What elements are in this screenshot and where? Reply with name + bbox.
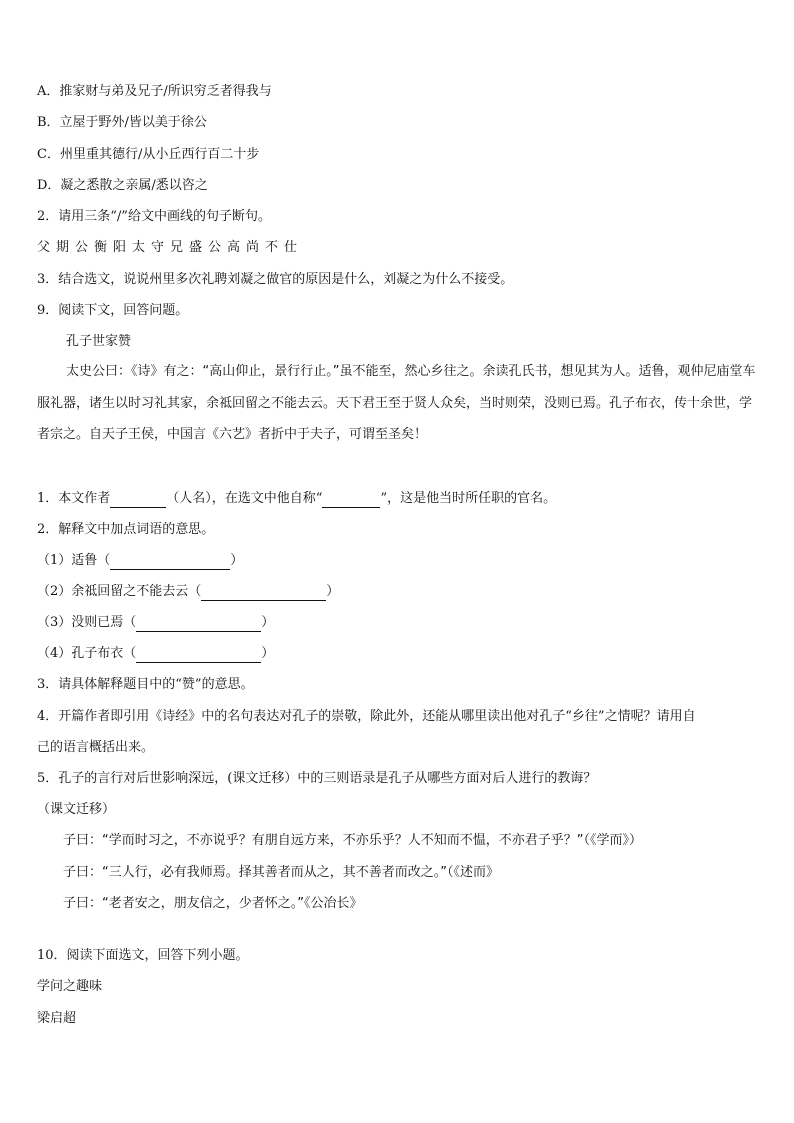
- answer-blank[interactable]: [110, 493, 166, 508]
- answer-blank[interactable]: [201, 586, 326, 601]
- question-9-intro: 9．阅读下文，回答问题。: [37, 303, 189, 318]
- question-8-2: 2．请用三条“/”给文中画线的句子断句。: [37, 209, 271, 224]
- question-9-2-item-2: （2）余祗回留之不能去云（ ）: [37, 584, 340, 599]
- transfer-label: （课文迁移）: [37, 802, 116, 817]
- quote-gong-ye-chang: 子曰：“老者安之，朋友信之，少者怀之。”《公冶长》: [63, 896, 363, 911]
- answer-blank[interactable]: [110, 555, 230, 570]
- option-b: B．立屋于野外/皆以美于徐公: [37, 115, 207, 130]
- question-9-2-item-3: （3）没则已焉（ ）: [37, 615, 275, 630]
- question-9-2: 2．解释文中加点词语的意思。: [37, 522, 215, 537]
- question-9-1: 1．本文作者 （人名），在选文中他自称“ ”，这是他当时所任职的官名。: [37, 491, 557, 506]
- option-a: A．推家财与弟及兄子/所识穷乏者得我与: [37, 84, 272, 99]
- option-d: D．凝之悉散之亲属/悉以咨之: [37, 178, 208, 193]
- article-title: 学问之趣味: [37, 979, 103, 994]
- answer-blank[interactable]: [136, 648, 261, 663]
- question-9-3: 3．请具体解释题目中的“赞”的意思。: [37, 677, 254, 692]
- passage-text: 太史公曰：《诗》有之：“高山仰止，景行行止。”虽不能至，然心乡往之。余读孔氏书，想见其为人。适鲁，观仲尼庙堂车服礼器，诸生以时习礼其家，余祗回留之不能去云。天下君王至于贤人众矣，当时则荣，没则已焉。孔子布衣，传十余世，学者宗之。自天子王侯，中国言《六艺》者折中于夫子，可谓至圣矣！: [37, 364, 756, 442]
- answer-blank[interactable]: [136, 617, 261, 632]
- passage-title: 孔子世家赞: [66, 334, 132, 349]
- question-9-4-line-2: 己的语言概括出来。: [37, 740, 155, 755]
- question-9-4-line-1: 4．开篇作者即引用《诗经》中的名句表达对孔子的崇敬，除此外，还能从哪里读出他对孔子“乡往”之情呢？请用自: [37, 709, 696, 724]
- question-9-5: 5．孔子的言行对后世影响深远，(课文迁移）中的三则语录是孔子从哪些方面对后人进行的教诲？: [37, 771, 597, 786]
- question-9-2-item-4: （4）孔子布衣（ ）: [37, 646, 275, 661]
- sentence-to-punctuate: 父期公衡阳太守兄盛公高尚不仕: [37, 240, 304, 255]
- question-10-intro: 10．阅读下面选文，回答下列小题。: [37, 948, 249, 963]
- answer-blank[interactable]: [322, 493, 380, 508]
- quote-shu-er: 子曰：“三人行，必有我师焉。择其善者而从之，其不善者而改之。”（《述而》: [63, 865, 499, 880]
- question-8-3: 3．结合选文，说说州里多次礼聘刘凝之做官的原因是什么，刘凝之为什么不接受。: [37, 272, 514, 287]
- article-author: 梁启超: [37, 1011, 77, 1026]
- option-c: C．州里重其德行/从小丘西行百二十步: [37, 147, 260, 162]
- quote-xue-er: 子曰：“学而时习之，不亦说乎？有朋自远方来，不亦乐乎？人不知而不愠，不亦君子乎？”（《学而》）: [63, 833, 642, 848]
- question-9-2-item-1: （1）适鲁（ ）: [37, 553, 244, 568]
